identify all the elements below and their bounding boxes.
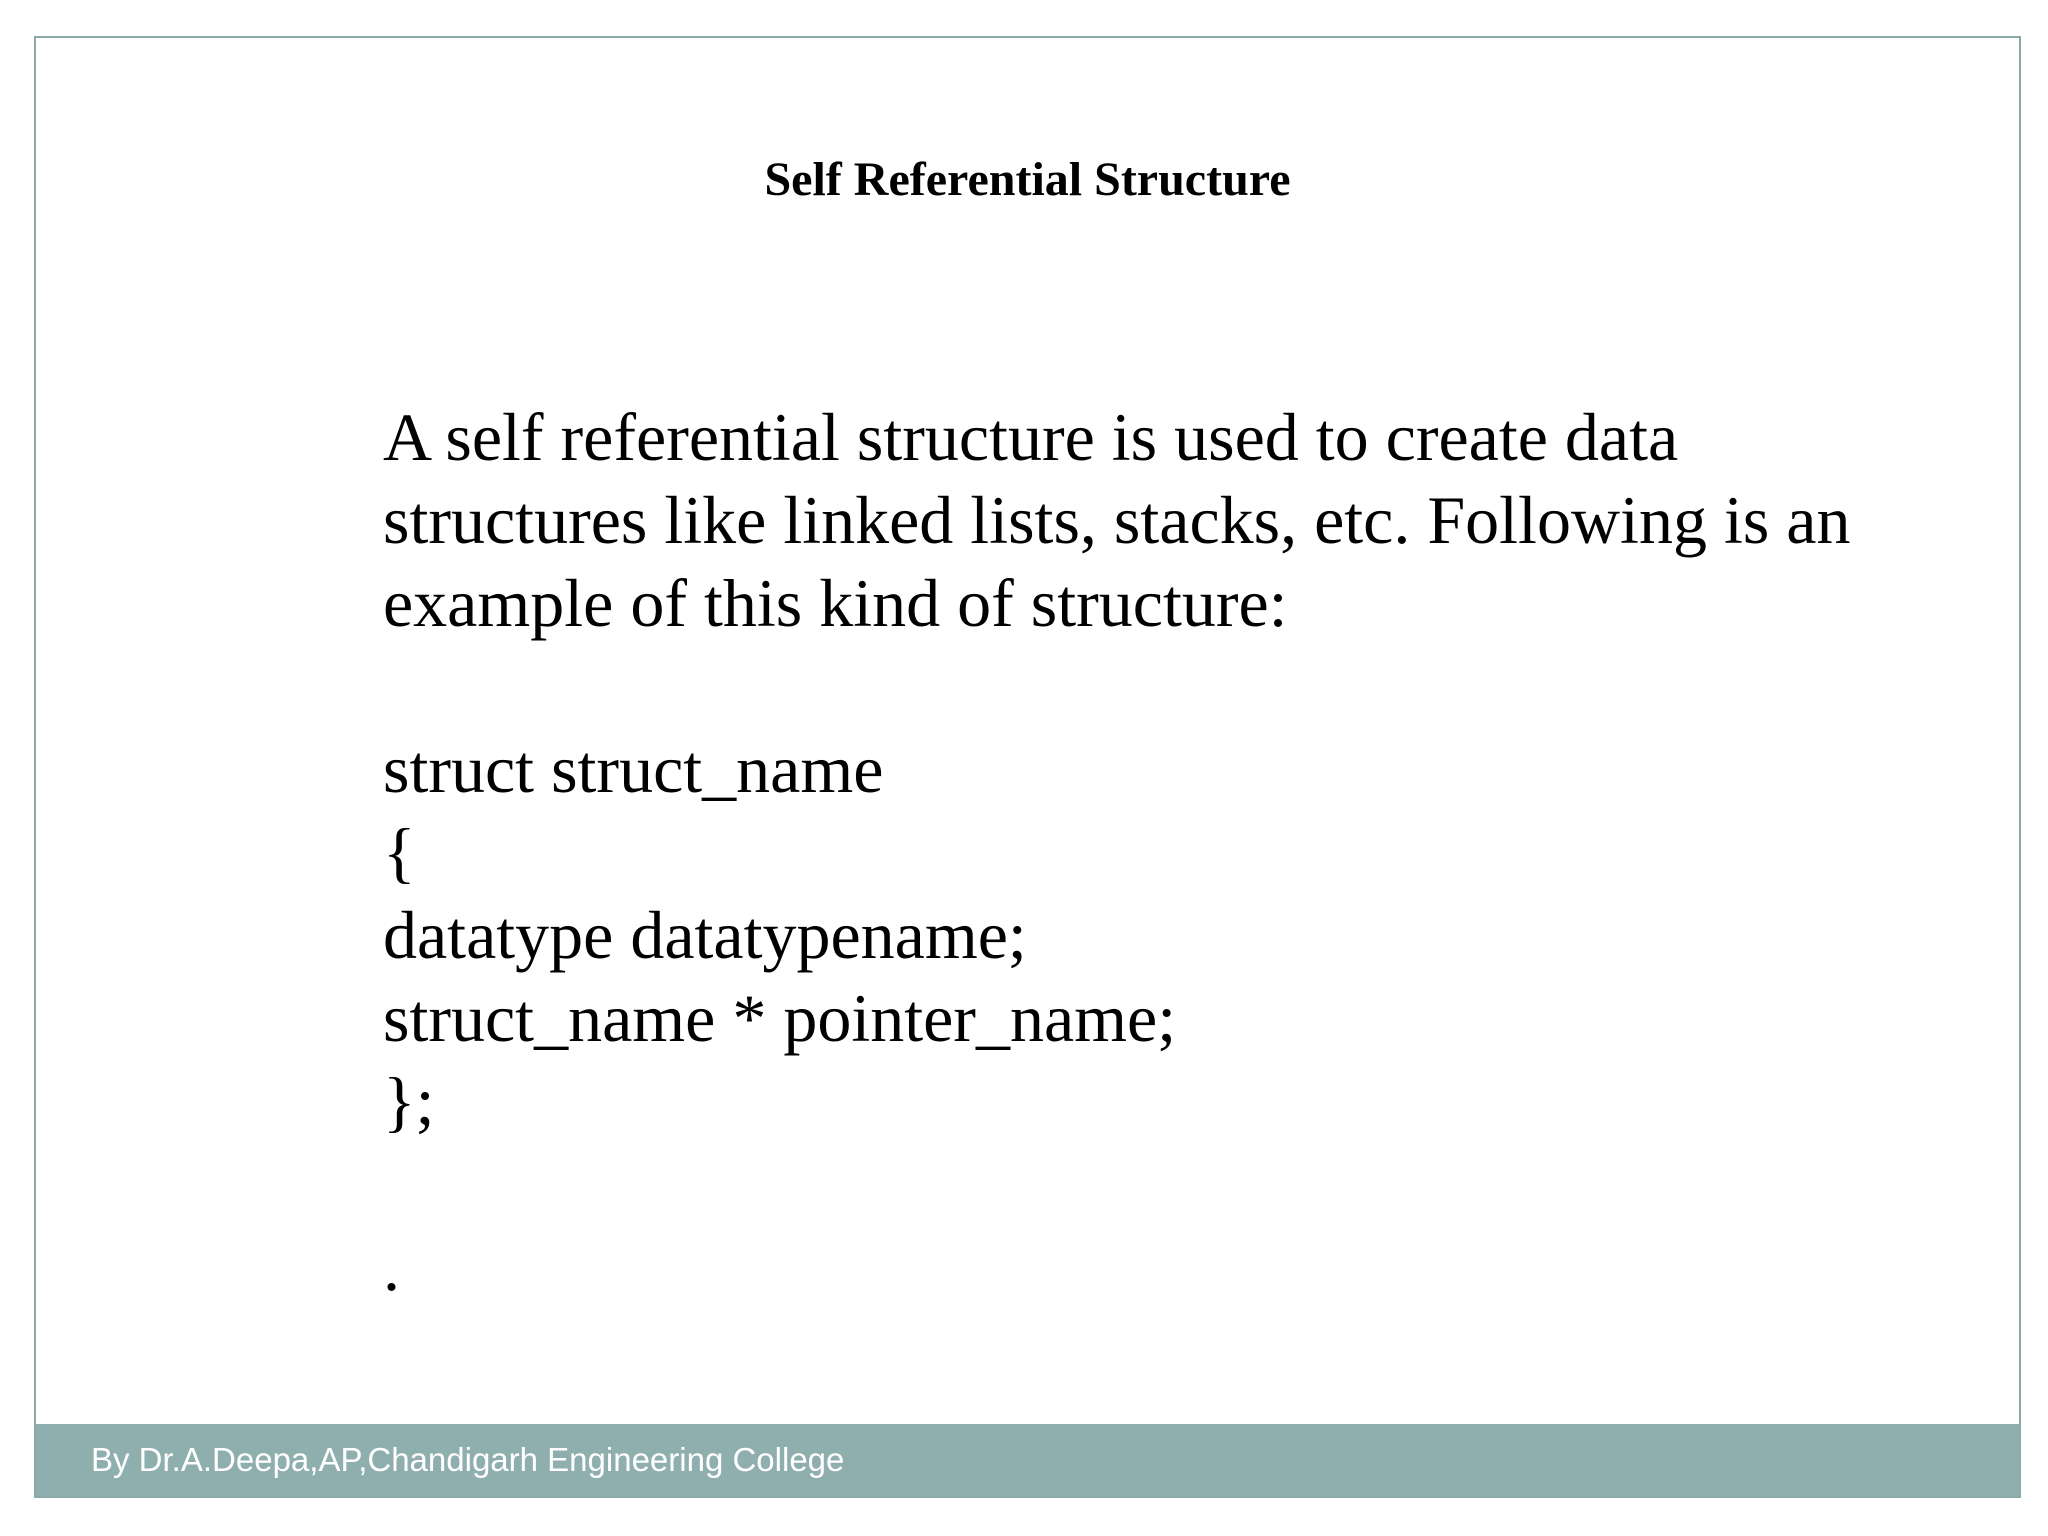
code-line-1: struct struct_name <box>383 731 884 807</box>
code-line-2: { <box>383 814 416 890</box>
footer-author: By Dr.A.Deepa,AP,Chandigarh Engineering College <box>91 1441 845 1478</box>
intro-paragraph: A self referential structure is used to create data structures like linked lists, stacks, etc. Following is an example of this kind of structure: <box>383 399 1868 641</box>
code-line-5: }; <box>383 1063 435 1139</box>
footer-bar <box>36 1424 2019 1496</box>
code-line-4: struct_name * pointer_name; <box>383 980 1177 1056</box>
code-line-3: datatype datatypename; <box>383 897 1027 973</box>
code-block <box>383 728 1943 1143</box>
slide-content <box>383 396 1943 1309</box>
slide-title: Self Referential Structure <box>764 153 1291 206</box>
slide <box>34 36 2021 1498</box>
trailing-dot: . <box>383 1229 400 1305</box>
